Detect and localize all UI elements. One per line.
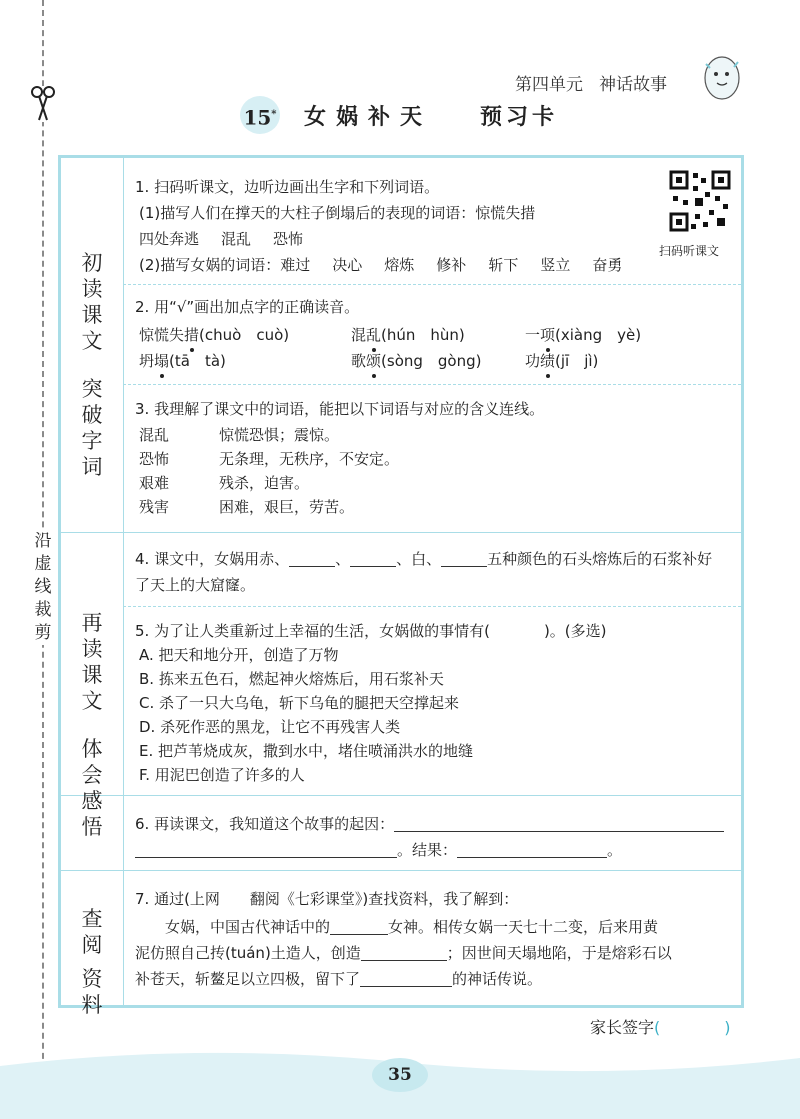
option-item[interactable]: A. 把天和地分开，创造了万物 xyxy=(139,646,339,664)
option-item[interactable]: E. 把芦苇烧成灰，撒到水中，堵住喷涌洪水的地缝 xyxy=(139,742,474,760)
pinyin-item[interactable]: 功绩(jī jì) xyxy=(525,352,599,370)
answer-blank[interactable] xyxy=(457,842,607,858)
unit-label: 第四单元 xyxy=(515,75,583,95)
answer-blank[interactable] xyxy=(441,551,487,567)
unit-header xyxy=(515,70,683,95)
cut-instruction: 沿 虚 线 裁 剪 xyxy=(32,530,54,645)
page-footer xyxy=(0,1048,800,1119)
answer-blank[interactable] xyxy=(350,551,396,567)
qr-code-icon[interactable] xyxy=(669,170,731,232)
pinyin-item[interactable]: 惊慌失措(chuò cuò) xyxy=(139,326,290,344)
page-number: 35 xyxy=(372,1058,428,1092)
card-title: 预习卡 xyxy=(480,104,559,130)
option-item[interactable]: D. 杀死作恶的黑龙，让它不再残害人类 xyxy=(139,718,401,736)
section-label-first-reading: 初 读 课 文 突 破 字 词 xyxy=(81,251,103,479)
pinyin-item[interactable]: 混乱(hún hùn) xyxy=(351,326,465,344)
egg-mascot-icon xyxy=(698,52,744,102)
pinyin-item[interactable]: 坍塌(tā tà) xyxy=(139,352,226,370)
pinyin-item[interactable]: 一项(xiàng yè) xyxy=(525,326,642,344)
option-item[interactable]: F. 用泥巴创造了许多的人 xyxy=(139,766,305,784)
answer-blank[interactable] xyxy=(361,945,447,961)
option-item[interactable]: B. 拣来五色石，燃起神火熔炼后，用石浆补天 xyxy=(139,670,444,688)
answer-blank[interactable] xyxy=(360,971,452,987)
option-item[interactable]: C. 杀了一只大乌龟，斩下乌龟的腿把天空撑起来 xyxy=(139,694,460,712)
worksheet-frame: 初 读 课 文 突 破 字 词 再 读 课 文 体 会 感 悟 查 阅 资 料 扫码听课文 1. 扫码听课文，边听边画出生字和下列词语。 (1)描写人们在撑天的大柱子倒塌后的表现的词语：惊慌失措 四处奔逃 混乱 恐怖 (2)描写女娲的词语：难过 决心 熔炼 修补 斩下 竖立 奋勇 2. 用“√”画出加点字的正确读音。 惊慌失措(chuò cuò) 混乱(hún hùn) 一项(xiàng yè) 坍塌(tā tà) 歌颂(sòng gòng) 功绩(jī jì) 3. 我理解了课文中的词语，能把以下词语与对应的含义连线。 混乱 恐怖 艰难 残害 惊慌恐惧；震惊。 无条理，无秩序，不安定。 残杀，迫害。 困难，艰巨，劳苦。 4. 课文中，女娲用赤、 、 、白、 五种颜色的石头熔炼后的石浆补好 了天上的大窟窿。 5. 为了让人类重新过上幸福的生活，女娲做的事情有( )。(多选) A. 把天和地分开，创造了万物 B. 拣来五色石，燃起神火熔炼后，用石浆补天 C. 杀了一只大乌龟，斩下乌龟的腿把天空撑起来 D. 杀死作恶的黑龙，让它不再残害人类 E. 把芦苇烧成灰，撒到水中，堵住喷涌洪水的地缝 F. 用泥巴创造了许多的人 6. 再读课文，我知道这个故事的起因： 。结果： 。 7. 通过(上网 翻阅《七彩课堂》)查找资料，我了解到： 女娲，中国古代神话中的 女神。相传女娲一天七十二变，后来用黄 泥仿照自己抟(tuán)土造人，创造 ；因世间天塌地陷，于是熔彩石以 补苍天，斩鳌足以立四极，留下了 的神话传说。 xyxy=(58,155,744,1008)
section-label-second-reading: 再 读 课 文 体 会 感 悟 xyxy=(81,611,103,839)
answer-blank[interactable] xyxy=(330,919,388,935)
answer-blank[interactable] xyxy=(394,816,724,832)
qr-caption: 扫码听课文 xyxy=(659,244,720,258)
section-label-research: 查 阅 资 料 xyxy=(81,907,103,1017)
lesson-title: 女娲补天 xyxy=(304,104,433,130)
parent-signature: 家长签字( ) xyxy=(590,1018,731,1037)
answer-blank[interactable] xyxy=(289,551,335,567)
unit-theme: 神话故事 xyxy=(599,75,667,95)
scissors-icon xyxy=(30,86,56,122)
answer-blank[interactable] xyxy=(135,842,397,858)
lesson-title-row xyxy=(240,96,580,136)
pinyin-item[interactable]: 歌颂(sòng gòng) xyxy=(351,352,482,370)
lesson-number-badge: 15* xyxy=(240,96,280,134)
